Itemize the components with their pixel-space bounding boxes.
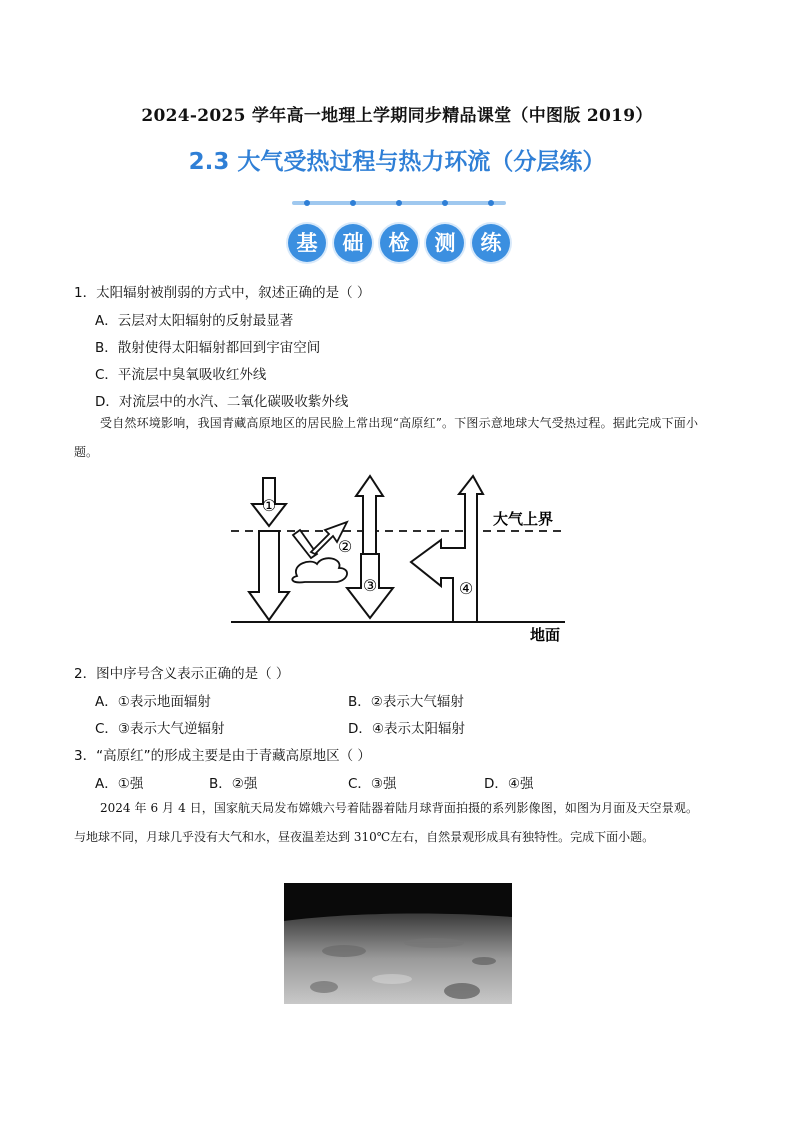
question-1-option-b: B．散射使得太阳辐射都回到宇宙空间	[95, 340, 321, 356]
question-1-stem: 1．太阳辐射被削弱的方式中，叙述正确的是（ ）	[74, 285, 371, 301]
decor-dot	[304, 200, 310, 206]
question-1-option-a: A．云层对太阳辐射的反射最显著	[95, 313, 294, 329]
question-3-option-d: D．④强	[484, 776, 534, 792]
badge-char: 测	[426, 224, 464, 262]
question-3-option-c: C．③强	[348, 776, 397, 792]
question-3-option-a: A．①强	[95, 776, 144, 792]
decor-dot	[442, 200, 448, 206]
moon-surface-photo	[284, 883, 512, 1004]
arrow-4	[411, 476, 483, 622]
badge-char: 础	[334, 224, 372, 262]
badge-char: 练	[472, 224, 510, 262]
question-1-option-d: D．对流层中的水汽、二氧化碳吸收紫外线	[95, 394, 349, 410]
upper-boundary-label: 大气上界	[493, 510, 554, 528]
decor-dot	[488, 200, 494, 206]
marker-3: ③	[362, 576, 378, 595]
ground-label: 地面	[530, 626, 561, 644]
cloud-icon	[292, 558, 347, 582]
question-2-stem: 2．图中序号含义表示正确的是（ ）	[74, 666, 290, 682]
atmosphere-heating-diagram	[225, 474, 585, 644]
question-2-option-c: C．③表示大气逆辐射	[95, 721, 225, 737]
decor-dot	[350, 200, 356, 206]
decor-dot	[396, 200, 402, 206]
section-title: 2.3 大气受热过程与热力环流（分层练）	[188, 149, 606, 175]
badge-char: 检	[380, 224, 418, 262]
question-2-option-a: A．①表示地面辐射	[95, 694, 211, 710]
passage-1: 受自然环境影响，我国青藏高原地区的居民脸上常出现“高原红”。下图示意地球大气受热过程。据此完成下面小题。	[74, 416, 698, 459]
marker-1: ①	[261, 496, 277, 515]
arrow-3	[347, 476, 393, 618]
document-title: 2024-2025 学年高一地理上学期同步精品课堂（中图版 2019）	[141, 106, 653, 126]
question-1-option-c: C．平流层中臭氧吸收红外线	[95, 367, 267, 383]
marker-2: ②	[337, 537, 353, 556]
passage-2: 2024 年 6 月 4 日，国家航天局发布嫦娥六号着陆器着陆月球背面拍摄的系列影像图，如图为月面及天空景观。与地球不同，月球几乎没有大气和水，昼夜温差达到 310℃左右，自然景观形成具有独特性。完成下面小题。	[74, 801, 698, 844]
question-2-option-b: B．②表示大气辐射	[348, 694, 464, 710]
question-2-option-d: D．④表示太阳辐射	[348, 721, 465, 737]
question-3-stem: 3．“高原红”的形成主要是由于青藏高原地区（ ）	[74, 748, 371, 764]
marker-4: ④	[458, 579, 474, 598]
badge-char: 基	[288, 224, 326, 262]
question-3-option-b: B．②强	[209, 776, 258, 792]
